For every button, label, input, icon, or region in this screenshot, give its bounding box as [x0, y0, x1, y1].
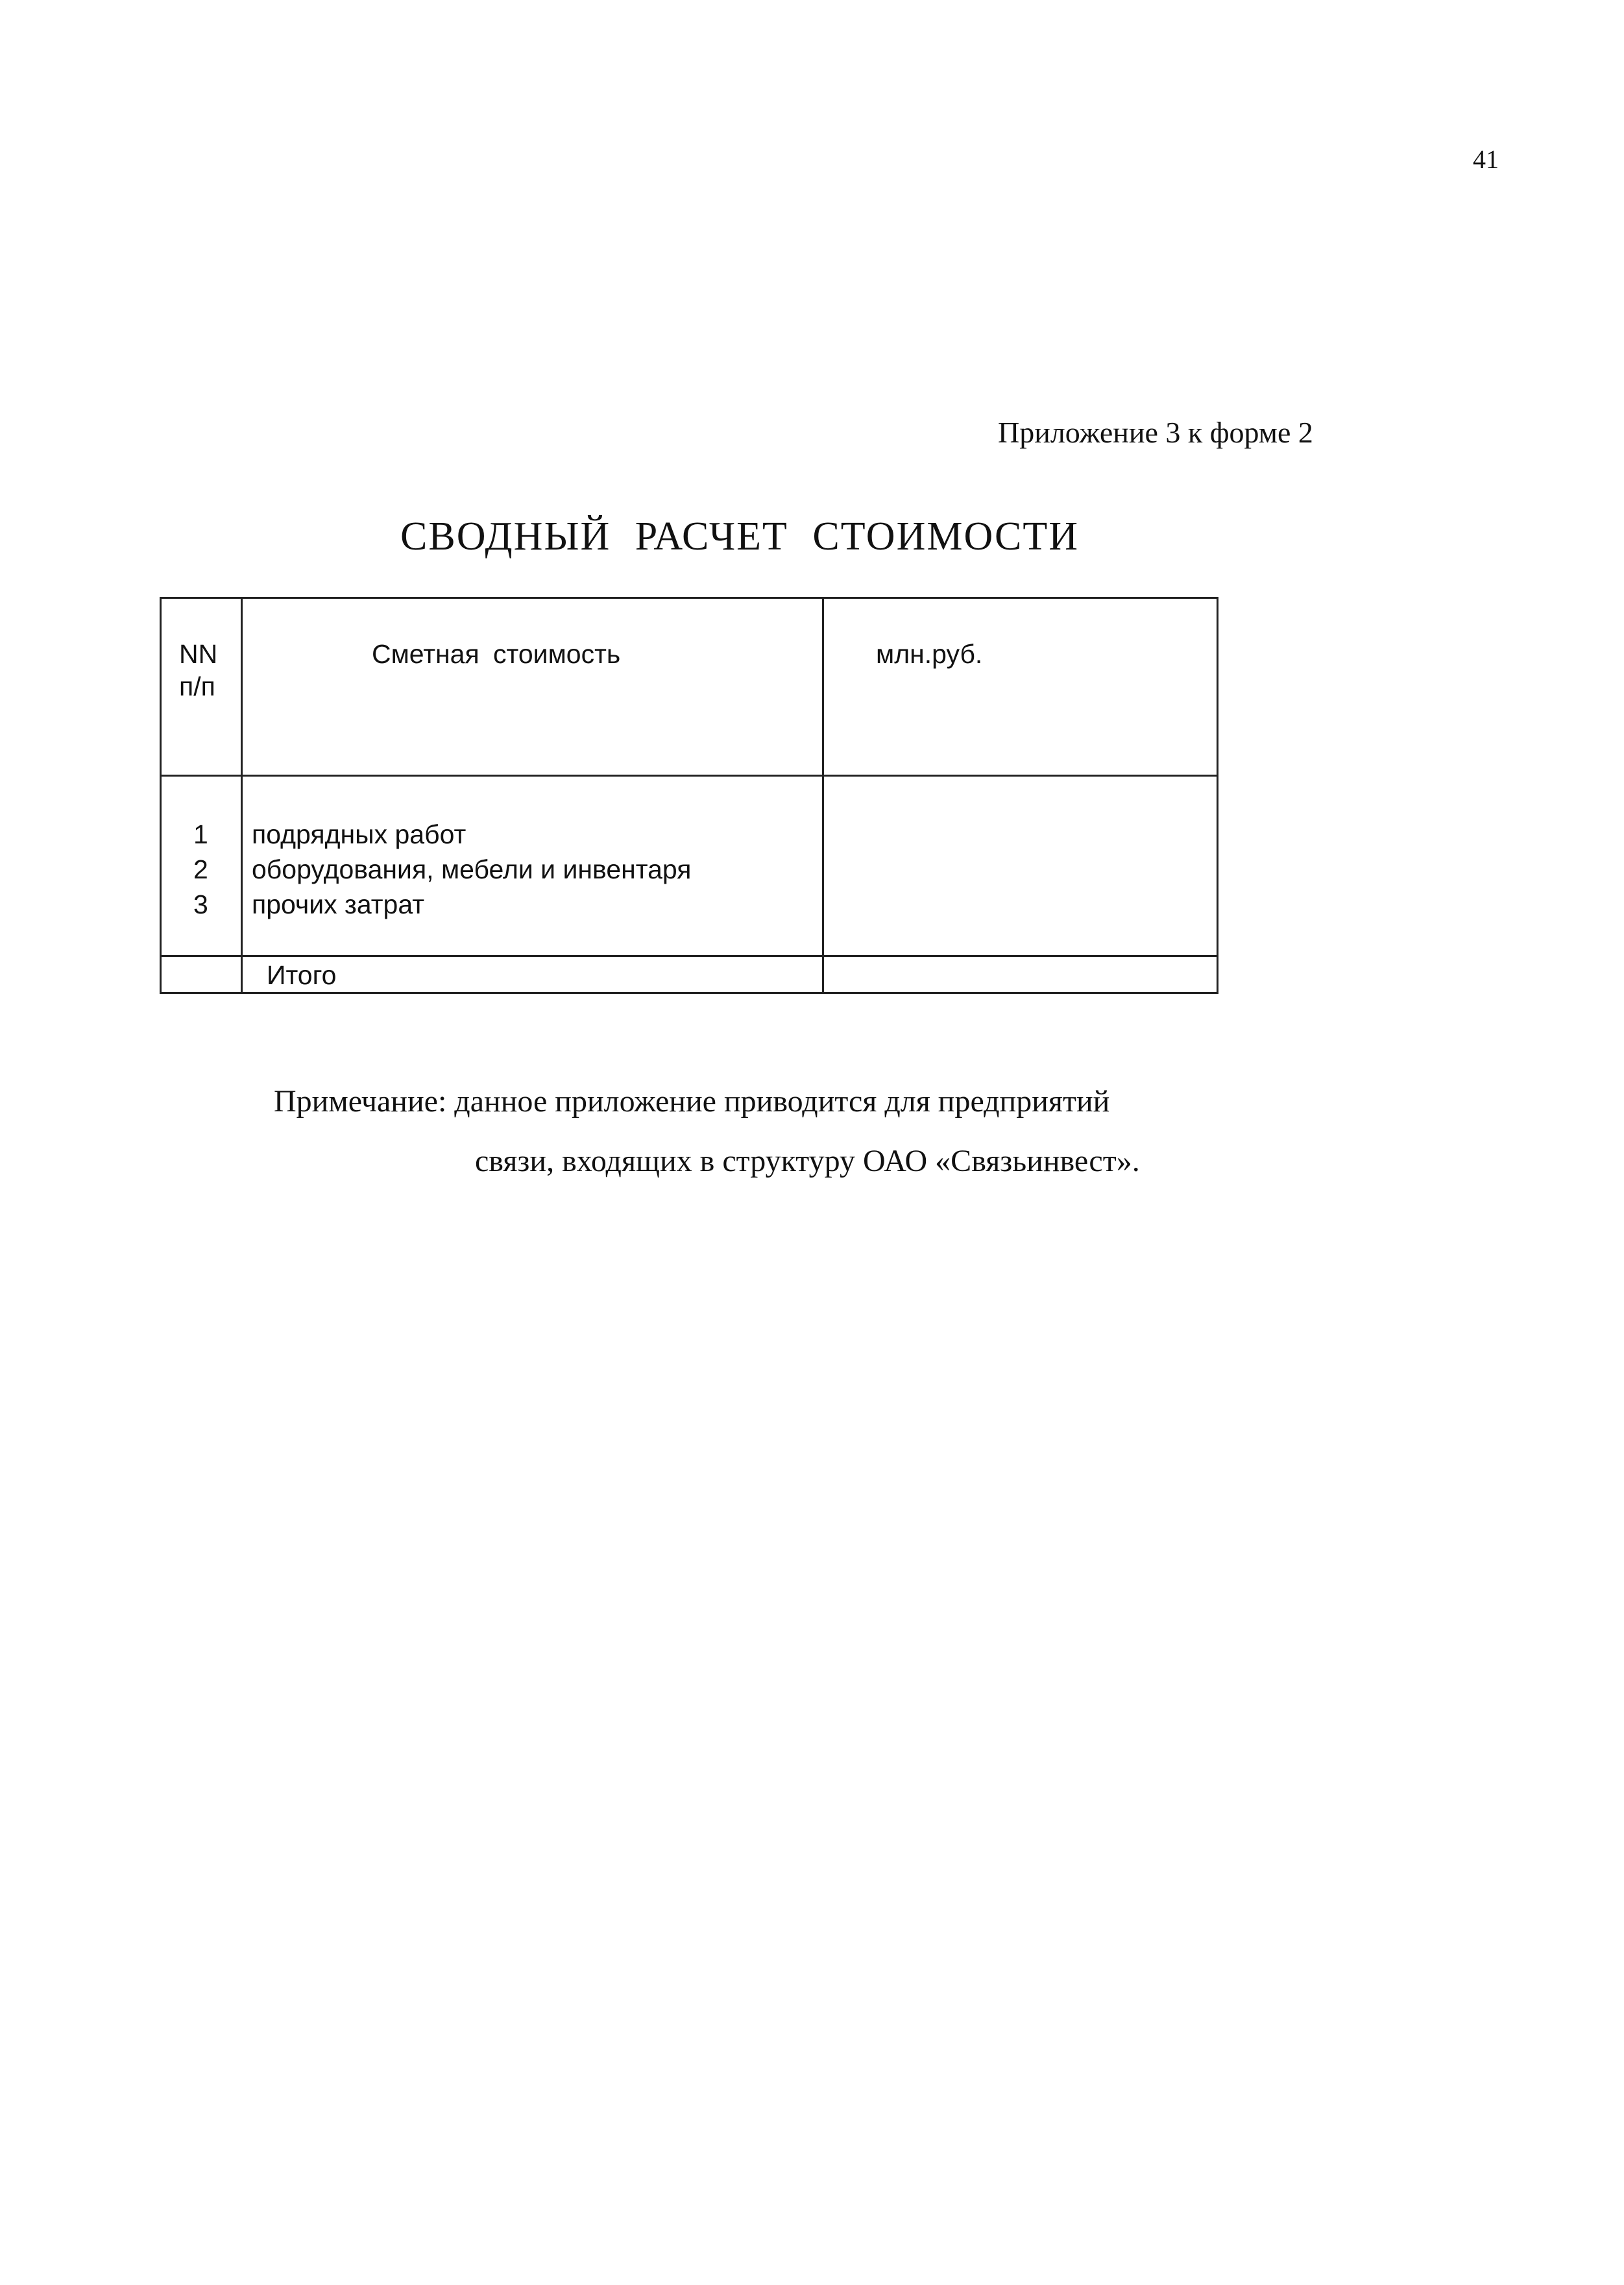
row-2-num: 2 [193, 854, 208, 884]
header-num-line2: п/п [179, 671, 215, 701]
row-1-num: 1 [193, 819, 208, 849]
column-divider-1 [241, 597, 243, 994]
note-line-1: Примечание: данное приложение приводится для предприятий [274, 1084, 1110, 1118]
header-num-line1: NN [179, 639, 218, 669]
row-2-name: оборудования, мебели и инвентаря [252, 854, 692, 884]
table-border-top [160, 597, 1218, 599]
cost-table [160, 597, 1218, 994]
column-divider-2 [822, 597, 824, 994]
row-3-num: 3 [193, 889, 208, 919]
note-line-2: связи, входящих в структуру ОАО «Связьинвест». [475, 1144, 1140, 1178]
table-border-right [1217, 597, 1218, 994]
header-name: Сметная стоимость [372, 639, 621, 669]
header-unit: млн.руб. [876, 639, 983, 669]
row-3-name: прочих затрат [252, 889, 425, 919]
page-number: 41 [1473, 145, 1499, 174]
total-divider [160, 955, 1218, 957]
table-border-left [160, 597, 162, 994]
row-1-name: подрядных работ [252, 819, 467, 849]
document-title: СВОДНЫЙ РАСЧЕТ СТОИМОСТИ [400, 514, 1080, 559]
header-divider [160, 775, 1218, 777]
appendix-label: Приложение 3 к форме 2 [998, 416, 1313, 449]
table-border-bottom [160, 992, 1218, 994]
total-label: Итого [267, 960, 337, 990]
